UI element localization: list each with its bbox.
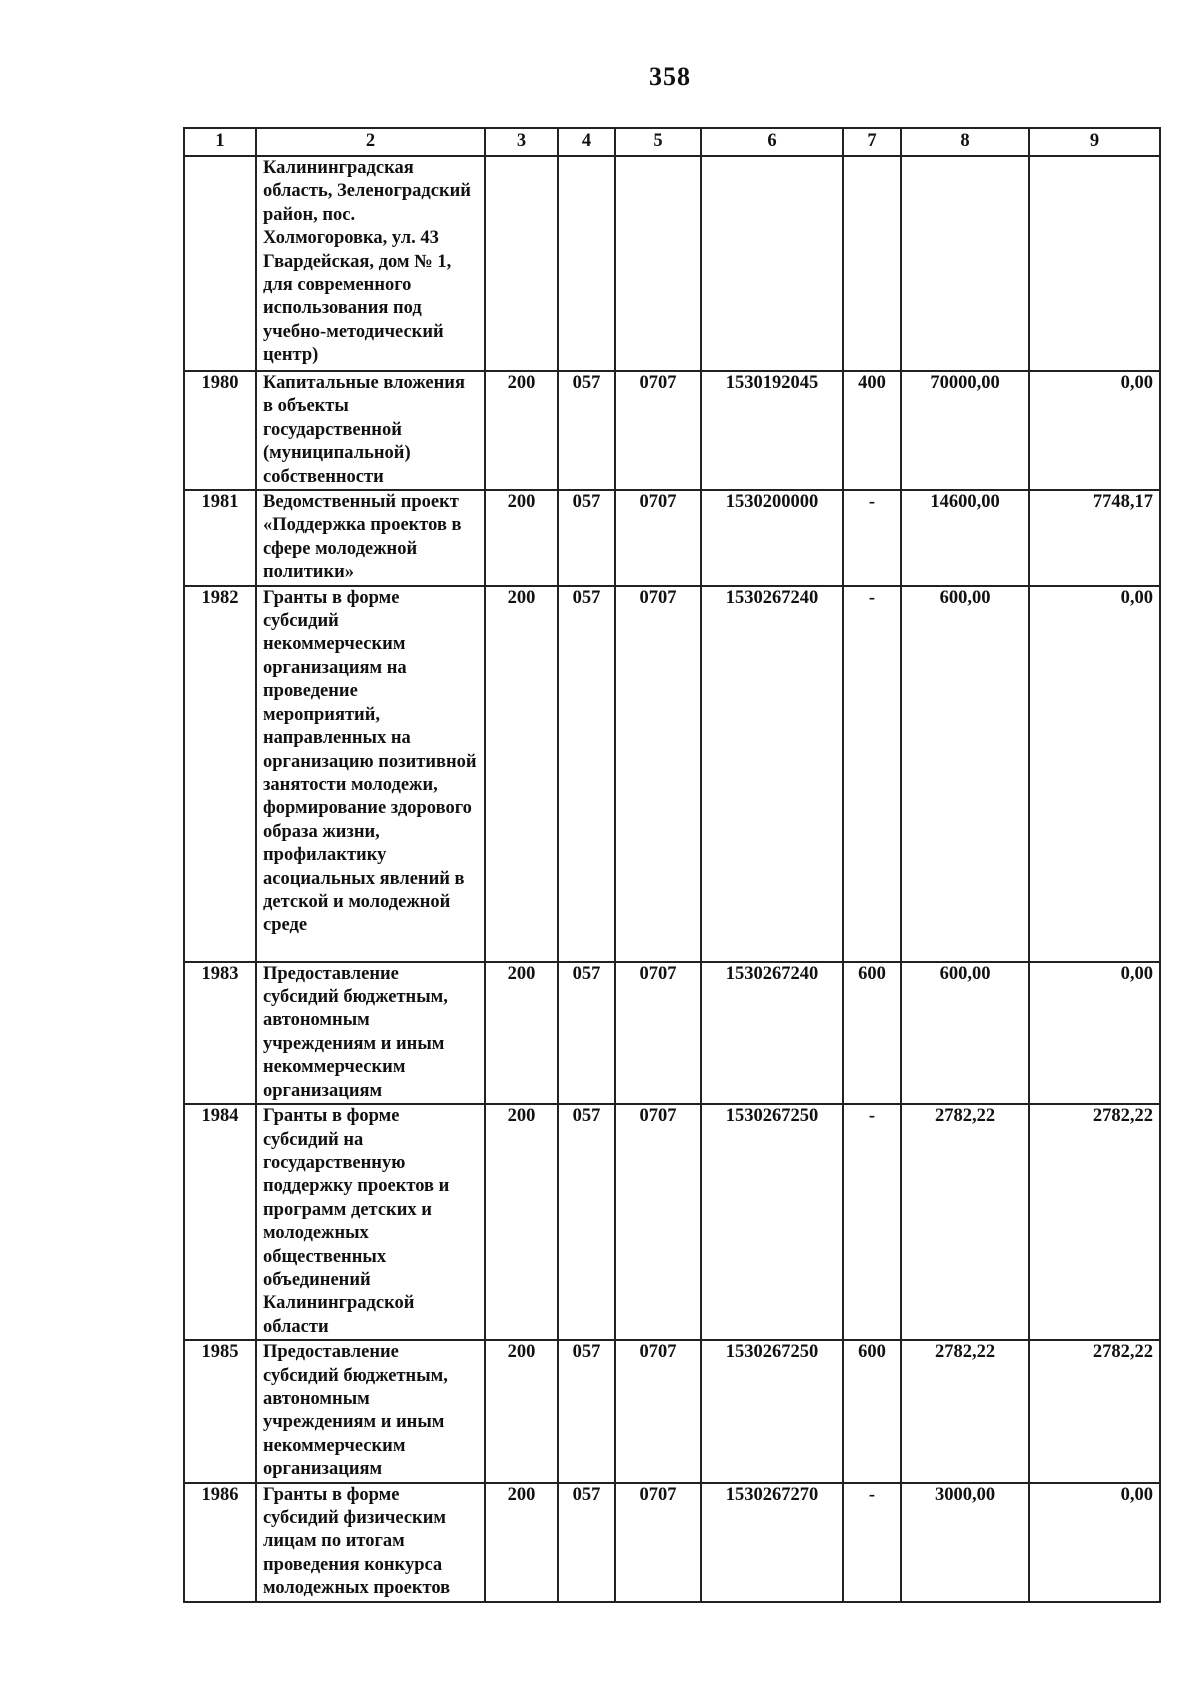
description-cell: Гранты в форме субсидий физическим лицам по итогам проведения конкурса молодежных проектов: [256, 1483, 485, 1602]
description-cell: Калининградская область, Зеленоградский район, пос. Холмогоровка, ул. 43 Гвардейская, дом № 1, для современного использования под учебно-методический центр): [256, 156, 485, 371]
amount-cell: [901, 156, 1029, 371]
amount-cell: 2782,22: [901, 1340, 1029, 1482]
amount-cell: 0,00: [1029, 586, 1160, 962]
code-cell: [558, 156, 615, 371]
description-cell: Гранты в форме субсидий некоммерческим организациям на проведение мероприятий, направленных на организацию позитивной занятости молодежи, формирование здорового образа жизни, профилактику асоциальных явлений в детской и молодежной среде: [256, 586, 485, 962]
code-cell: 1530267270: [701, 1483, 843, 1602]
code-cell: [615, 156, 701, 371]
code-cell: 0707: [615, 1483, 701, 1602]
code-cell: [485, 156, 558, 371]
description-cell: Гранты в форме субсидий на государственную поддержку проектов и программ детских и молодежных общественных объединений Калининградской области: [256, 1104, 485, 1340]
table-row: [184, 1104, 1160, 1340]
code-cell: 0707: [615, 1104, 701, 1340]
code-cell: -: [843, 1104, 901, 1340]
code-cell: 200: [485, 1483, 558, 1602]
page-number: 358: [649, 62, 691, 91]
amount-cell: 2782,22: [1029, 1104, 1160, 1340]
code-cell: [701, 156, 843, 371]
column-header: 6: [701, 128, 843, 156]
table-row: [184, 490, 1160, 586]
description-cell: Предоставление субсидий бюджетным, автономным учреждениям и иным некоммерческим организациям: [256, 1340, 485, 1482]
code-cell: 1530267240: [701, 586, 843, 962]
code-cell: 200: [485, 962, 558, 1104]
table-row: [184, 1483, 1160, 1602]
amount-cell: 0,00: [1029, 962, 1160, 1104]
code-cell: 200: [485, 1104, 558, 1340]
code-cell: 1530267250: [701, 1340, 843, 1482]
row-number-cell: 1980: [184, 371, 256, 490]
code-cell: 400: [843, 371, 901, 490]
table-row: [184, 156, 1160, 371]
amount-cell: 3000,00: [901, 1483, 1029, 1602]
amount-cell: 600,00: [901, 586, 1029, 962]
code-cell: 057: [558, 1483, 615, 1602]
code-cell: 0707: [615, 371, 701, 490]
code-cell: 1530267240: [701, 962, 843, 1104]
amount-cell: 0,00: [1029, 371, 1160, 490]
row-number-cell: 1986: [184, 1483, 256, 1602]
code-cell: 057: [558, 1340, 615, 1482]
table-header-row: [184, 128, 1160, 156]
column-header: 4: [558, 128, 615, 156]
amount-cell: 0,00: [1029, 1483, 1160, 1602]
code-cell: 1530192045: [701, 371, 843, 490]
code-cell: 200: [485, 371, 558, 490]
amount-cell: 14600,00: [901, 490, 1029, 586]
code-cell: [843, 156, 901, 371]
row-number-cell: 1984: [184, 1104, 256, 1340]
code-cell: 1530267250: [701, 1104, 843, 1340]
column-header: 8: [901, 128, 1029, 156]
code-cell: 057: [558, 962, 615, 1104]
amount-cell: 600,00: [901, 962, 1029, 1104]
code-cell: 057: [558, 371, 615, 490]
code-cell: 057: [558, 1104, 615, 1340]
code-cell: 0707: [615, 586, 701, 962]
code-cell: 0707: [615, 490, 701, 586]
row-number-cell: 1982: [184, 586, 256, 962]
budget-table: [183, 127, 1161, 1603]
code-cell: 1530200000: [701, 490, 843, 586]
column-header: 5: [615, 128, 701, 156]
code-cell: 057: [558, 490, 615, 586]
table-row: [184, 962, 1160, 1104]
row-number-cell: 1983: [184, 962, 256, 1104]
description-cell: Предоставление субсидий бюджетным, автономным учреждениям и иным некоммерческим организациям: [256, 962, 485, 1104]
row-number-cell: 1981: [184, 490, 256, 586]
amount-cell: 2782,22: [901, 1104, 1029, 1340]
column-header: 1: [184, 128, 256, 156]
code-cell: 600: [843, 1340, 901, 1482]
amount-cell: [1029, 156, 1160, 371]
code-cell: 057: [558, 586, 615, 962]
code-cell: 600: [843, 962, 901, 1104]
code-cell: 0707: [615, 962, 701, 1104]
column-header: 2: [256, 128, 485, 156]
row-number-cell: 1985: [184, 1340, 256, 1482]
code-cell: 0707: [615, 1340, 701, 1482]
column-header: 9: [1029, 128, 1160, 156]
code-cell: -: [843, 586, 901, 962]
amount-cell: 70000,00: [901, 371, 1029, 490]
amount-cell: 7748,17: [1029, 490, 1160, 586]
amount-cell: 2782,22: [1029, 1340, 1160, 1482]
description-cell: Капитальные вложения в объекты государственной (муниципальной) собственности: [256, 371, 485, 490]
column-header: 3: [485, 128, 558, 156]
column-header: 7: [843, 128, 901, 156]
row-number-cell: [184, 156, 256, 371]
code-cell: -: [843, 1483, 901, 1602]
table-row: [184, 1340, 1160, 1482]
code-cell: 200: [485, 490, 558, 586]
code-cell: 200: [485, 586, 558, 962]
code-cell: -: [843, 490, 901, 586]
code-cell: 200: [485, 1340, 558, 1482]
table-row: [184, 371, 1160, 490]
table-row: [184, 586, 1160, 962]
description-cell: Ведомственный проект «Поддержка проектов в сфере молодежной политики»: [256, 490, 485, 586]
